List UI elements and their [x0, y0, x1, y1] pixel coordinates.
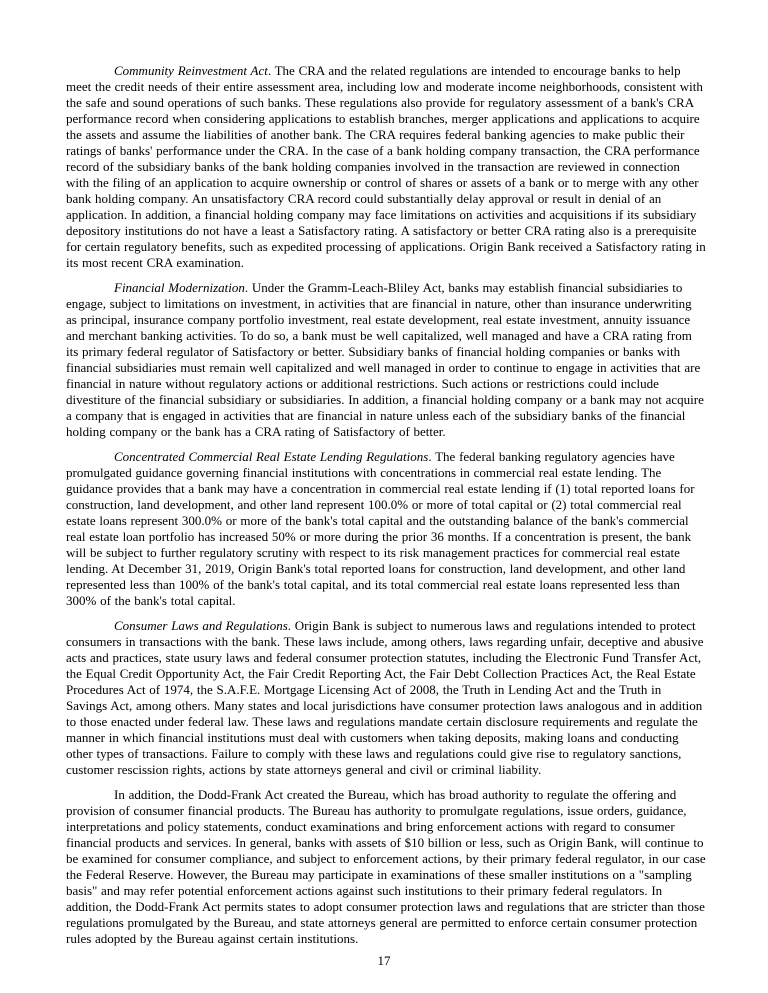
page-number: 17 [377, 953, 391, 968]
paragraph-text: . The federal banking regulatory agencies have promulgated guidance governing financial institutions with concentrations in commercial real estate lending. The guidance provides that a bank may have a concentration in commercial real estate lending if (1) total reported loans for construction, land development, and other land represent 100.0% or more of total capital or (2) total commercial real estate loans represent 300.0% or more of the bank's total capital and the outstanding balance of the bank's commercial real estate loan portfolio has increased 50% or more during the prior 36 months. If a concentration is present, the bank will be subject to further regulatory scrutiny with respect to its risk management practices for commercial real estate lending. At December 31, 2019, Origin Bank's total reported loans for construction, land development, and other land represented less than 100% of the bank's total capital, and its total commercial real estate loans represented less than 300% of the bank's total capital. [66, 449, 695, 608]
paragraph-consumer-laws [66, 618, 706, 778]
paragraph-lead-in: Consumer Laws and Regulations [114, 618, 288, 633]
paragraph-lead-in: Community Reinvestment Act [114, 63, 268, 78]
paragraph-lead-in: Financial Modernization [114, 280, 245, 295]
paragraph-text: . Origin Bank is subject to numerous laws and regulations intended to protect consumers in transactions with the bank. These laws include, among others, laws regarding unfair, deceptive and abusive acts and practices, state usury laws and federal consumer protection statutes, including the Electronic Fund Transfer Act, the Equal Credit Opportunity Act, the Fair Credit Reporting Act, the Fair Debt Collection Practices Act, the Real Estate Procedures Act of 1974, the S.A.F.E. Mortgage Licensing Act of 2008, the Truth in Lending Act and the Truth in Savings Act, among others. Many states and local jurisdictions have consumer protection laws analogous and in addition to those enacted under federal law. These laws and regulations mandate certain disclosure requirements and regulate the manner in which financial institutions must deal with customers when taking deposits, making loans and conducting other types of transactions. Failure to comply with these laws and regulations could give rise to regulatory sanctions, customer rescission rights, actions by state attorneys general and civil or criminal liability. [66, 618, 704, 777]
paragraph-text: . Under the Gramm-Leach-Bliley Act, banks may establish financial subsidiaries to engage, subject to limitations on investment, in activities that are financial in nature, other than insurance underwriting as principal, insurance company portfolio investment, real estate development, real estate investment, annuity issuance and merchant banking activities. To do so, a bank must be well capitalized, well managed and have a CRA rating from its primary federal regulator of Satisfactory or better. Subsidiary banks of financial holding companies or banks with financial subsidiaries must remain well capitalized and well managed in order to continue to engage in activities that are financial in nature without regulatory actions or additional restrictions. Such actions or restrictions could include divestiture of the financial subsidiary or subsidiaries. In addition, a financial holding company or a bank may not acquire a company that is engaged in activities that are financial in nature unless each of the subsidiary banks of the financial holding company or the bank has a CRA rating of Satisfactory of better. [66, 280, 704, 439]
paragraph-community-reinvestment-act [66, 63, 706, 271]
paragraph-lead-in: Concentrated Commercial Real Estate Lending Regulations [114, 449, 429, 464]
paragraph-financial-modernization [66, 280, 706, 440]
paragraph-text: In addition, the Dodd-Frank Act created the Bureau, which has broad authority to regulate the offering and provision of consumer financial products. The Bureau has authority to promulgate regulations, issue orders, guidance, interpretations and policy statements, conduct examinations and bring enforcement actions with regard to consumer financial products and services. In general, banks with assets of $10 billion or less, such as Origin Bank, will continue to be examined for consumer compliance, and subject to enforcement actions, by their primary federal regulator, in our case the Federal Reserve. However, the Bureau may participate in examinations of these smaller institutions on a "sampling basis" and may refer potential enforcement actions against such institutions to their primary federal regulators. In addition, the Dodd-Frank Act permits states to adopt consumer protection laws and regulations that are stricter than those regulations promulgated by the Bureau, and state attorneys general are permitted to enforce certain consumer protection rules adopted by the Bureau against certain institutions. [66, 787, 706, 946]
paragraph-concentrated-cre-lending [66, 449, 706, 609]
document-body [66, 63, 706, 956]
paragraph-dodd-frank-bureau [66, 787, 706, 947]
paragraph-text: . The CRA and the related regulations are intended to encourage banks to help meet the credit needs of their entire assessment area, including low and moderate income neighborhoods, consistent with the safe and sound operations of such banks. These regulations also provide for regulatory assessment of a bank's CRA performance record when considering applications to establish branches, merger applications and applications to acquire the assets and assume the liabilities of another bank. The CRA requires federal banking agencies to make public their ratings of banks' performance under the CRA. In the case of a bank holding company transaction, the CRA performance record of the subsidiary banks of the bank holding companies involved in the transaction are reviewed in connection with the filing of an application to acquire ownership or control of shares or assets of a bank or to merge with any other bank holding company. An unsatisfactory CRA record could substantially delay approval or result in denial of an application. In addition, a financial holding company may face limitations on activities and acquisitions if its subsidiary depository institutions do not have a least a Satisfactory rating. A satisfactory or better CRA rating also is a prerequisite for certain regulatory benefits, such as expedited processing of applications. Origin Bank received a Satisfactory rating in its most recent CRA examination. [66, 63, 706, 270]
